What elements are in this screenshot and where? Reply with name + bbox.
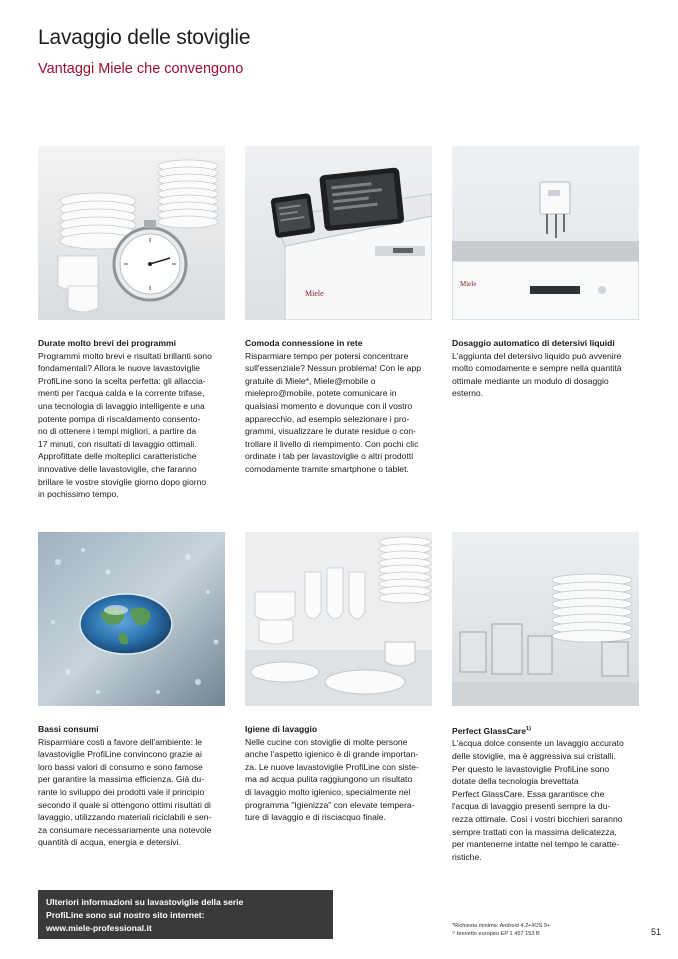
- page-title: Lavaggio delle stoviglie: [38, 26, 251, 49]
- section-perfect-glasscare: [452, 723, 644, 863]
- section-heading: Durate molto brevi dei programmi: [38, 338, 177, 348]
- section-body: L'aggiunta del detersivo liquido può avvenire molto comodamente e sempre nella quantità ottimale mediante un modulo di dosaggio esterno.: [452, 350, 622, 399]
- section-short-programs: [38, 337, 230, 501]
- section-heading: Bassi consumi: [38, 724, 99, 734]
- section-heading: Igiene di lavaggio: [245, 724, 318, 734]
- page-number: 51: [651, 927, 662, 937]
- section-body: Programmi molto brevi e risultati brillanti sono fondamentali? Allora le nuove lavastoviglie ProfiLine sono la scelta perfetta: gli allaccia- menti per l'acqua calda e la corrente trifase, una tecnologia di lavaggio intelligente e una potente pompa di riscaldamento consento- no di ottenere i tempi migliori, a partire da 17 minuti, con risultati di lavaggio ottimali. Approfittate delle molteplici caratteristiche innovative delle lavastoviglie, che faranno brillare le vostre stoviglie giorno dopo giorno in pochissimo tempo.: [38, 350, 212, 500]
- glasses-and-plates-photo: [452, 532, 639, 706]
- section-heading: Comoda connessione in rete: [245, 338, 363, 348]
- website-info-box: Ulteriori informazioni su lavastoviglie della serie ProfiLine sono sul nostro sito internet: www.miele-professional.it: [38, 890, 333, 939]
- section-body: Risparmiare costi a favore dell'ambiente: le lavastoviglie ProfiLine convincono grazie ai loro bassi valori di consumo e sono famose per garantire la massima efficienza. Già du- rante lo sviluppo dei prodotti vale il principio secondo il quale si ottengono ottimi risultati di lavaggio, utilizzando materiali riciclabili e sen- za consumare necessariamente una notevole quantità di acqua, energia e detersivi.: [38, 736, 212, 848]
- white-dishes-photo: [245, 532, 432, 706]
- section-heading-text: Perfect GlassCare: [452, 725, 527, 736]
- detergent-dosing-module-photo: [452, 146, 639, 320]
- section-automatic-dosing: [452, 337, 644, 400]
- section-body: Risparmiare tempo per potersi concentrare sull'essenziale? Nessun problema! Con le app gratuite di Miele*, Miele@mobile o mielepro@mobile, potete comunicare in qualsiasi momento e dovunque con il vostro apparecchio, ad esempio selezionare i pro- grammi, visualizzare le durate residue o con- trollare il livello di riempimento. Con pochi clic ordinate i tab per lavastoviglie o altri prodotti comodamente tramite smartphone o tablet.: [245, 350, 422, 474]
- tablet-smartphone-dishwasher-photo: [245, 146, 432, 320]
- footnote-marker: 1): [526, 726, 531, 732]
- section-heading: [452, 723, 644, 737]
- section-body: L'acqua dolce consente un lavaggio accurato delle stoviglie, ma è aggressiva sui cristalli. Per questo le lavastoviglie ProfiLine sono dotate della tecnologia brevettata Perfect GlassCare. Essa garantisce che l'acqua di lavaggio presenti sempre la du- rezza ottimale. Così i vostri bicchieri saranno sempre trattati con la massima delicatezza, per mantenerne intatte nel tempo le caratte- ristiche.: [452, 738, 624, 862]
- svg-text:Miele: Miele: [460, 280, 477, 288]
- section-low-consumption: [38, 723, 230, 849]
- section-heading: Dosaggio automatico di detersivi liquidi: [452, 338, 615, 348]
- section-washing-hygiene: [245, 723, 437, 824]
- section-network-connection: [245, 337, 437, 476]
- page-subtitle: Vantaggi Miele che convengono: [38, 61, 244, 77]
- footnotes: *Richiesta minima: Android 4.2+/iOS 9+ ¹⁾ brevetto europeo EP 1 457 153 B: [452, 923, 551, 937]
- section-body: Nelle cucine con stoviglie di molte persone anche l'aspetto igienico è di grande importan- za. Le nuove lavastoviglie ProfiLine con siste- ma ad acqua pulita raggiungono un risultato di lavaggio molto igienico, specialmente nel programma "Igienizza" con elevate tempera- ture di lavaggio e di risciacquo finale.: [245, 736, 419, 823]
- earth-water-drop-photo: [38, 532, 225, 706]
- svg-text:Miele: Miele: [305, 289, 324, 298]
- stopwatch-dishes-photo: [38, 146, 225, 320]
